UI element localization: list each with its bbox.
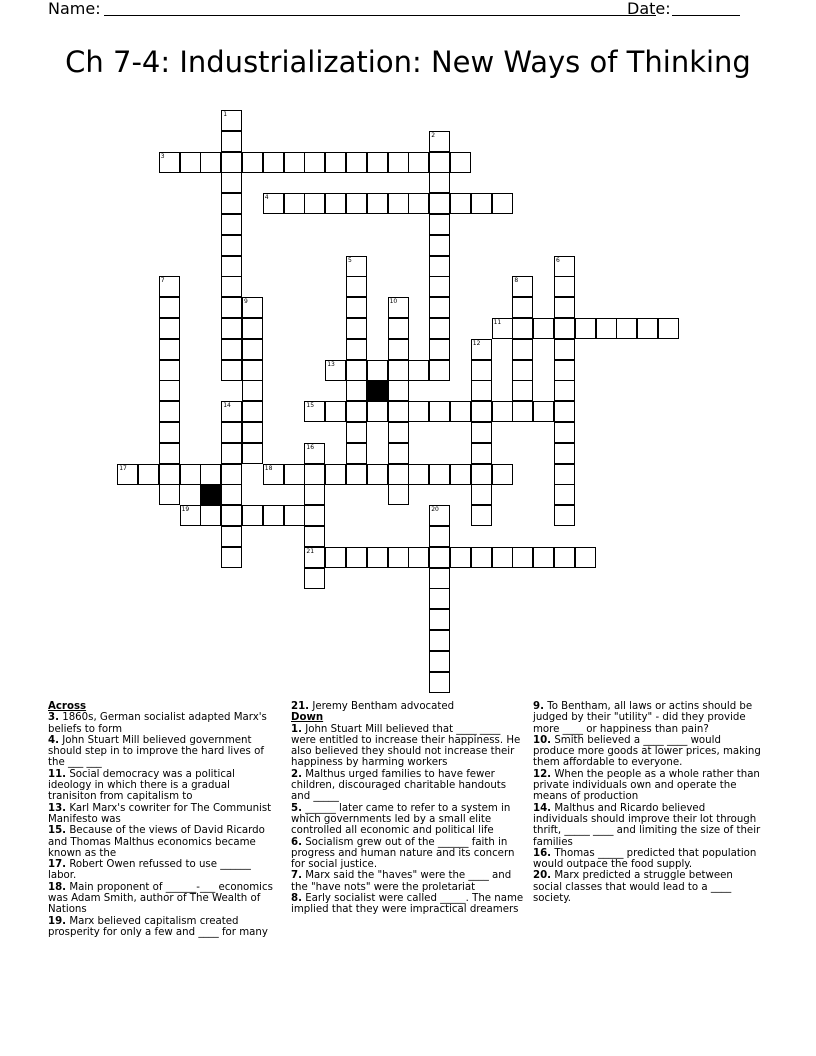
- clue-number: 6: [556, 256, 560, 264]
- clue-across-21: 21. Jeremy Bentham advocated: [291, 701, 455, 712]
- grid-cell[interactable]: [304, 484, 325, 505]
- grid-cell[interactable]: [429, 297, 450, 318]
- grid-cell[interactable]: [346, 276, 367, 297]
- clue-across-19: 19. Marx believed capitalism created prosperity for only a few and ____ for many: [48, 915, 268, 938]
- grid-cell[interactable]: [554, 484, 575, 505]
- grid-cell[interactable]: [408, 360, 429, 381]
- grid-cell[interactable]: [429, 360, 450, 381]
- grid-cell[interactable]: [554, 422, 575, 443]
- down-heading: Down: [291, 712, 324, 724]
- clue-down-5: 5. ______ later came to refer to a system in which governments led by a small elite controlled all economic and political life: [291, 802, 511, 837]
- grid-cell[interactable]: [367, 193, 388, 214]
- grid-cell[interactable]: [616, 318, 637, 339]
- grid-cell[interactable]: [159, 443, 180, 464]
- grid-cell[interactable]: [429, 464, 450, 485]
- grid-cell[interactable]: [159, 318, 180, 339]
- grid-cell[interactable]: [242, 360, 263, 381]
- grid-cell[interactable]: [221, 235, 242, 256]
- grid-cell[interactable]: [346, 401, 367, 422]
- grid-cell[interactable]: [554, 547, 575, 568]
- grid-cell[interactable]: [554, 297, 575, 318]
- clue-number: 19: [181, 506, 190, 514]
- grid-cell[interactable]: [325, 360, 346, 381]
- grid-cell[interactable]: [492, 401, 513, 422]
- grid-cell[interactable]: [429, 547, 450, 568]
- clue-down-9: 9. To Bentham, all laws or actins should be judged by their "utility" - did they provide more ____ or happiness than pain?: [533, 701, 753, 735]
- grid-cell[interactable]: [554, 443, 575, 464]
- clue-number: 21: [306, 547, 315, 555]
- clue-number: 4: [264, 194, 269, 202]
- grid-cell[interactable]: [471, 443, 492, 464]
- grid-cell[interactable]: [367, 401, 388, 422]
- grid-cell[interactable]: [242, 505, 263, 526]
- clue-down-10: 10. Smith believed a ____ ____ would produce more goods at lower prices, making them affordable to everyone.: [533, 734, 761, 769]
- grid-cell[interactable]: [242, 339, 263, 360]
- grid-cell[interactable]: [429, 588, 450, 609]
- clue-number: 14: [223, 402, 231, 410]
- clues-column-3: [533, 701, 763, 904]
- grid-cell[interactable]: [471, 484, 492, 505]
- grid-cell[interactable]: [471, 422, 492, 443]
- clue-across-17: 17. Robert Owen refussed to use ______ labor.: [48, 859, 251, 882]
- grid-cell[interactable]: [388, 422, 409, 443]
- grid-cell[interactable]: [575, 318, 596, 339]
- clue-number: 2: [431, 131, 436, 139]
- grid-cell[interactable]: [221, 256, 242, 277]
- grid-cell[interactable]: [388, 547, 409, 568]
- grid-cell[interactable]: [159, 339, 180, 360]
- grid-cell[interactable]: [159, 484, 180, 505]
- grid-cell[interactable]: [263, 464, 284, 485]
- grid-cell[interactable]: [533, 547, 554, 568]
- grid-cell[interactable]: [221, 339, 242, 360]
- clue-down-1: 1. John Stuart Mill believed that ____ ____ were entitled to increase their happiness. He also believed they should not increase their happiness by harming workers: [291, 723, 521, 769]
- grid-cell[interactable]: [346, 360, 367, 381]
- grid-cell[interactable]: [263, 193, 284, 214]
- grid-cell[interactable]: [471, 360, 492, 381]
- grid-cell[interactable]: [159, 422, 180, 443]
- grid-cell[interactable]: [388, 360, 409, 381]
- grid-cell[interactable]: [554, 505, 575, 526]
- grid-cell[interactable]: [596, 318, 617, 339]
- grid-cell[interactable]: [554, 380, 575, 401]
- grid-cell[interactable]: [346, 152, 367, 173]
- clue-across-15: 15. Because of the views of David Ricardo and Thomas Malthus economics became known as the: [48, 825, 265, 859]
- grid-cell[interactable]: [159, 152, 180, 173]
- clue-number: 16: [306, 443, 315, 451]
- grid-cell[interactable]: [284, 464, 305, 485]
- grid-cell[interactable]: [304, 526, 325, 547]
- grid-cell[interactable]: [221, 464, 242, 485]
- grid-cell[interactable]: [554, 464, 575, 485]
- clue-number: 3: [160, 152, 165, 160]
- grid-cell[interactable]: [221, 110, 242, 131]
- grid-cell[interactable]: [450, 464, 471, 485]
- grid-cell[interactable]: [429, 630, 450, 651]
- grid-cell[interactable]: [429, 318, 450, 339]
- grid-cell[interactable]: [492, 547, 513, 568]
- grid-cell[interactable]: [367, 152, 388, 173]
- grid-cell[interactable]: [367, 464, 388, 485]
- grid-cell[interactable]: [221, 526, 242, 547]
- date-label: Date:: [627, 0, 671, 18]
- grid-cell[interactable]: [512, 380, 533, 401]
- grid-cell[interactable]: [492, 318, 513, 339]
- clue-number: 1: [223, 111, 228, 118]
- grid-cell[interactable]: [637, 318, 658, 339]
- clue-number: 17: [119, 464, 127, 472]
- grid-cell[interactable]: [450, 152, 471, 173]
- grid-cell[interactable]: [304, 547, 325, 568]
- grid-cell[interactable]: [429, 235, 450, 256]
- grid-cell[interactable]: [346, 256, 367, 277]
- grid-cell[interactable]: [221, 547, 242, 568]
- grid-cell[interactable]: [450, 401, 471, 422]
- grid-cell[interactable]: [554, 256, 575, 277]
- clue-number: 5: [348, 256, 352, 264]
- grid-cell[interactable]: [221, 318, 242, 339]
- grid-cell[interactable]: [346, 547, 367, 568]
- grid-cell[interactable]: [242, 318, 263, 339]
- grid-cell[interactable]: [325, 547, 346, 568]
- grid-cell[interactable]: [221, 422, 242, 443]
- grid-cell[interactable]: [263, 505, 284, 526]
- grid-cell[interactable]: [554, 318, 575, 339]
- clue-number: 10: [389, 298, 398, 306]
- grid-cell[interactable]: [429, 339, 450, 360]
- grid-cell[interactable]: [429, 672, 450, 693]
- grid-cell[interactable]: [408, 401, 429, 422]
- grid-cell[interactable]: [200, 464, 221, 485]
- grid-cell[interactable]: [346, 380, 367, 401]
- grid-cell[interactable]: [388, 443, 409, 464]
- grid-cell[interactable]: [346, 422, 367, 443]
- grid-cell[interactable]: [304, 443, 325, 464]
- clue-down-2: 2. Malthus urged families to have fewer children, discouraged charitable handouts and _____: [291, 768, 507, 803]
- grid-cell[interactable]: [429, 172, 450, 193]
- grid-cell[interactable]: [429, 609, 450, 630]
- grid-cell[interactable]: [388, 318, 409, 339]
- grid-cell[interactable]: [554, 360, 575, 381]
- clue-number: 11: [493, 319, 502, 326]
- grid-cell[interactable]: [429, 256, 450, 277]
- grid-cell[interactable]: [388, 152, 409, 173]
- grid-cell[interactable]: [221, 152, 242, 173]
- grid-cell[interactable]: [221, 172, 242, 193]
- grid-cell[interactable]: [429, 214, 450, 235]
- grid-cell[interactable]: [554, 339, 575, 360]
- clue-number: 9: [244, 298, 248, 306]
- clue-down-8: 8. Early socialist were called _____. The name implied that they were impractical dreamers: [291, 893, 524, 916]
- clue-down-12: 12. When the people as a whole rather than private individuals own and operate the means of production: [533, 768, 760, 803]
- clue-across-3: 3. 1860s, German socialist adapted Marx's beliefs to form: [48, 712, 267, 735]
- grid-cell[interactable]: [471, 380, 492, 401]
- grid-cell[interactable]: [263, 152, 284, 173]
- grid-cell[interactable]: [512, 401, 533, 422]
- grid-cell[interactable]: [429, 401, 450, 422]
- grid-cell[interactable]: [512, 297, 533, 318]
- grid-cell[interactable]: [221, 297, 242, 318]
- grid-cell[interactable]: [429, 568, 450, 589]
- grid-cell[interactable]: [512, 339, 533, 360]
- clues-column-1: [48, 701, 280, 938]
- grid-cell[interactable]: [408, 464, 429, 485]
- grid-cell[interactable]: [221, 484, 242, 505]
- clue-number: 15: [306, 402, 315, 410]
- clue-across-4: 4. John Stuart Mill believed government should step in to improve the hard lives of the ___ ___: [48, 734, 264, 769]
- grid-cell[interactable]: [159, 464, 180, 485]
- grid-cell[interactable]: [512, 547, 533, 568]
- grid-cell[interactable]: [388, 339, 409, 360]
- clue-down-7: 7. Marx said the "haves" were the ____ and the "have nots" were the proletariat: [291, 870, 512, 893]
- grid-cell[interactable]: [221, 214, 242, 235]
- grid-cell[interactable]: [533, 318, 554, 339]
- grid-cell[interactable]: [304, 505, 325, 526]
- grid-cell[interactable]: [138, 464, 159, 485]
- clue-number: 13: [327, 360, 335, 368]
- grid-cell[interactable]: [221, 401, 242, 422]
- grid-cell[interactable]: [388, 464, 409, 485]
- grid-cell[interactable]: [471, 339, 492, 360]
- grid-cell[interactable]: [408, 193, 429, 214]
- grid-cell[interactable]: [117, 464, 138, 485]
- grid-cell[interactable]: [658, 318, 679, 339]
- grid-cell[interactable]: [180, 464, 201, 485]
- clue-down-14: 14. Malthus and Ricardo believed individuals should improve their lot through thrift, _____ ____ and limiting the size of their families: [533, 802, 761, 848]
- grid-cell[interactable]: [242, 422, 263, 443]
- grid-cell[interactable]: [429, 651, 450, 672]
- grid-cell[interactable]: [346, 339, 367, 360]
- grid-cell[interactable]: [367, 547, 388, 568]
- black-cell: [200, 484, 221, 505]
- grid-cell[interactable]: [554, 401, 575, 422]
- grid-cell[interactable]: [388, 193, 409, 214]
- grid-cell[interactable]: [388, 297, 409, 318]
- clue-down-16: 16. Thomas _____ predicted that population would outpace the food supply.: [533, 847, 757, 871]
- clue-number: 7: [160, 277, 165, 285]
- grid-cell[interactable]: [429, 526, 450, 547]
- grid-cell[interactable]: [221, 443, 242, 464]
- grid-cell[interactable]: [304, 193, 325, 214]
- across-heading: Across: [48, 701, 87, 712]
- grid-cell[interactable]: [325, 152, 346, 173]
- grid-cell[interactable]: [408, 152, 429, 173]
- grid-cell[interactable]: [304, 568, 325, 589]
- grid-cell[interactable]: [450, 193, 471, 214]
- clue-down-6: 6. Socialism grew out of the ______ faith in progress and human nature and its concern for social justice.: [291, 836, 515, 871]
- grid-cell[interactable]: [471, 401, 492, 422]
- grid-cell[interactable]: [346, 318, 367, 339]
- grid-cell[interactable]: [450, 547, 471, 568]
- grid-cell[interactable]: [554, 276, 575, 297]
- grid-cell[interactable]: [408, 547, 429, 568]
- grid-cell[interactable]: [346, 193, 367, 214]
- grid-cell[interactable]: [325, 193, 346, 214]
- grid-cell[interactable]: [388, 401, 409, 422]
- grid-cell[interactable]: [512, 360, 533, 381]
- grid-cell[interactable]: [471, 193, 492, 214]
- grid-cell[interactable]: [388, 380, 409, 401]
- grid-cell[interactable]: [159, 401, 180, 422]
- grid-cell[interactable]: [304, 152, 325, 173]
- clue-number: 12: [472, 339, 481, 347]
- grid-cell[interactable]: [429, 276, 450, 297]
- grid-cell[interactable]: [242, 152, 263, 173]
- grid-cell[interactable]: [284, 505, 305, 526]
- grid-cell[interactable]: [367, 360, 388, 381]
- clue-across-11: 11. Social democracy was a political ideology in which there is a gradual tranisiton from capitalism to: [48, 768, 236, 803]
- grid-cell[interactable]: [242, 297, 263, 318]
- grid-cell[interactable]: [284, 193, 305, 214]
- name-label: Name:: [48, 0, 101, 18]
- grid-cell[interactable]: [304, 401, 325, 422]
- grid-cell[interactable]: [429, 193, 450, 214]
- grid-cell[interactable]: [429, 152, 450, 173]
- grid-cell[interactable]: [346, 464, 367, 485]
- grid-cell[interactable]: [180, 152, 201, 173]
- clue-across-18: 18. Main proponent of ______-___ economics was Adam Smith, author of The Wealth of Nations: [48, 881, 273, 916]
- grid-cell[interactable]: [512, 318, 533, 339]
- clue-across-13: 13. Karl Marx's cowriter for The Communist Manifesto was: [48, 802, 272, 825]
- grid-cell[interactable]: [575, 547, 596, 568]
- grid-cell[interactable]: [242, 443, 263, 464]
- grid-cell[interactable]: [388, 484, 409, 505]
- grid-cell[interactable]: [159, 360, 180, 381]
- grid-cell[interactable]: [221, 276, 242, 297]
- grid-cell[interactable]: [221, 131, 242, 152]
- grid-cell[interactable]: [159, 380, 180, 401]
- grid-cell[interactable]: [492, 193, 513, 214]
- grid-cell[interactable]: [325, 464, 346, 485]
- grid-cell[interactable]: [512, 276, 533, 297]
- grid-cell[interactable]: [346, 297, 367, 318]
- clue-number: 8: [514, 277, 519, 285]
- grid-cell[interactable]: [429, 505, 450, 526]
- clue-down-20: 20. Marx predicted a struggle between social classes that would lead to a ____ society.: [533, 870, 733, 905]
- grid-cell[interactable]: [429, 131, 450, 152]
- grid-cell[interactable]: [471, 505, 492, 526]
- grid-cell[interactable]: [221, 360, 242, 381]
- grid-cell[interactable]: [242, 401, 263, 422]
- clue-number: 18: [264, 464, 273, 472]
- grid-cell[interactable]: [533, 401, 554, 422]
- grid-cell[interactable]: [325, 401, 346, 422]
- grid-cell[interactable]: [221, 505, 242, 526]
- grid-cell[interactable]: [221, 193, 242, 214]
- black-cell: [367, 380, 388, 401]
- grid-cell[interactable]: [284, 152, 305, 173]
- grid-cell[interactable]: [304, 464, 325, 485]
- grid-cell[interactable]: [492, 464, 513, 485]
- clue-number: 20: [431, 506, 439, 514]
- page-title: Ch 7-4: Industrialization: New Ways of Thinking: [65, 45, 751, 79]
- clues-column-2: [291, 701, 525, 916]
- grid-cell[interactable]: [159, 276, 180, 297]
- grid-cell[interactable]: [180, 505, 201, 526]
- grid-cell[interactable]: [471, 464, 492, 485]
- grid-cell[interactable]: [159, 297, 180, 318]
- grid-cell[interactable]: [346, 443, 367, 464]
- grid-cell[interactable]: [200, 152, 221, 173]
- grid-cell[interactable]: [242, 380, 263, 401]
- grid-cell[interactable]: [200, 505, 221, 526]
- grid-cell[interactable]: [471, 547, 492, 568]
